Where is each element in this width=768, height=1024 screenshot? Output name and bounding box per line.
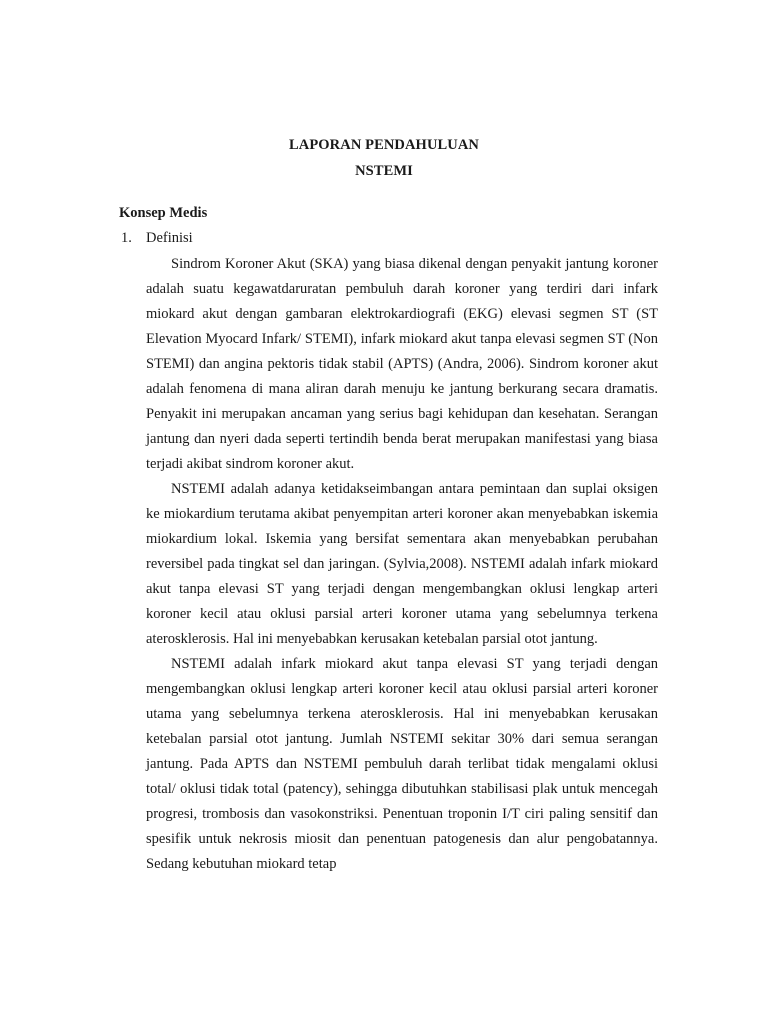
document-subtitle: NSTEMI <box>355 163 413 179</box>
list-item-label: Definisi <box>146 230 193 246</box>
document-title: LAPORAN PENDAHULUAN <box>289 137 479 153</box>
list-item-heading <box>121 230 193 247</box>
list-item-number: 1. <box>121 230 132 246</box>
body-text <box>146 252 658 877</box>
section-heading: Konsep Medis <box>119 205 208 221</box>
paragraph: Sindrom Koroner Akut (SKA) yang biasa dikenal dengan penyakit jantung koroner adalah suatu kegawatdaruratan pembuluh darah koroner yang terdiri dari infark miokard akut dengan gambaran elektrokardiografi (EKG) elevasi segmen ST (ST Elevation Myocard Infark/ STEMI), infark miokard akut tanpa elevasi segmen ST (Non STEMI) dan angina pektoris tidak stabil (APTS) (Andra, 2006). Sindrom koroner akut adalah fenomena di mana aliran darah menuju ke jantung berkurang secara dramatis. Penyakit ini merupakan ancaman yang serius bagi kehidupan dan kesehatan. Serangan jantung dan nyeri dada seperti tertindih benda berat merupakan manifestasi yang biasa terjadi akibat sindrom koroner akut. <box>146 256 658 472</box>
paragraph: NSTEMI adalah infark miokard akut tanpa elevasi ST yang terjadi dengan mengembangkan oklusi lengkap arteri koroner kecil atau oklusi parsial arteri koroner utama yang sebelumnya terkena aterosklerosis. Hal ini menyebabkan kerusakan ketebalan parsial otot jantung. Jumlah NSTEMI sekitar 30% dari semua serangan jantung. Pada APTS dan NSTEMI pembuluh darah terlibat tidak mengalami oklusi total/ oklusi tidak total (patency), sehingga dibutuhkan stabilisasi plak untuk mencegah progresi, trombosis dan vasokonstriksi. Penentuan troponin I/T ciri paling sensitif dan spesifik untuk nekrosis miosit dan penentuan patogenesis dan alur pengobatannya. Sedang kebutuhan miokard tetap <box>146 656 658 872</box>
paragraph: NSTEMI adalah adanya ketidakseimbangan antara pemintaan dan suplai oksigen ke miokardium terutama akibat penyempitan arteri koroner akan menyebabkan iskemia miokardium lokal. Iskemia yang bersifat sementara akan menyebabkan perubahan reversibel pada tingkat sel dan jaringan. (Sylvia,2008). NSTEMI adalah infark miokard akut tanpa elevasi ST yang terjadi dengan mengembangkan oklusi lengkap arteri koroner kecil atau oklusi parsial arteri koroner utama yang sebelumnya terkena aterosklerosis. Hal ini menyebabkan kerusakan ketebalan parsial otot jantung. <box>146 481 658 647</box>
